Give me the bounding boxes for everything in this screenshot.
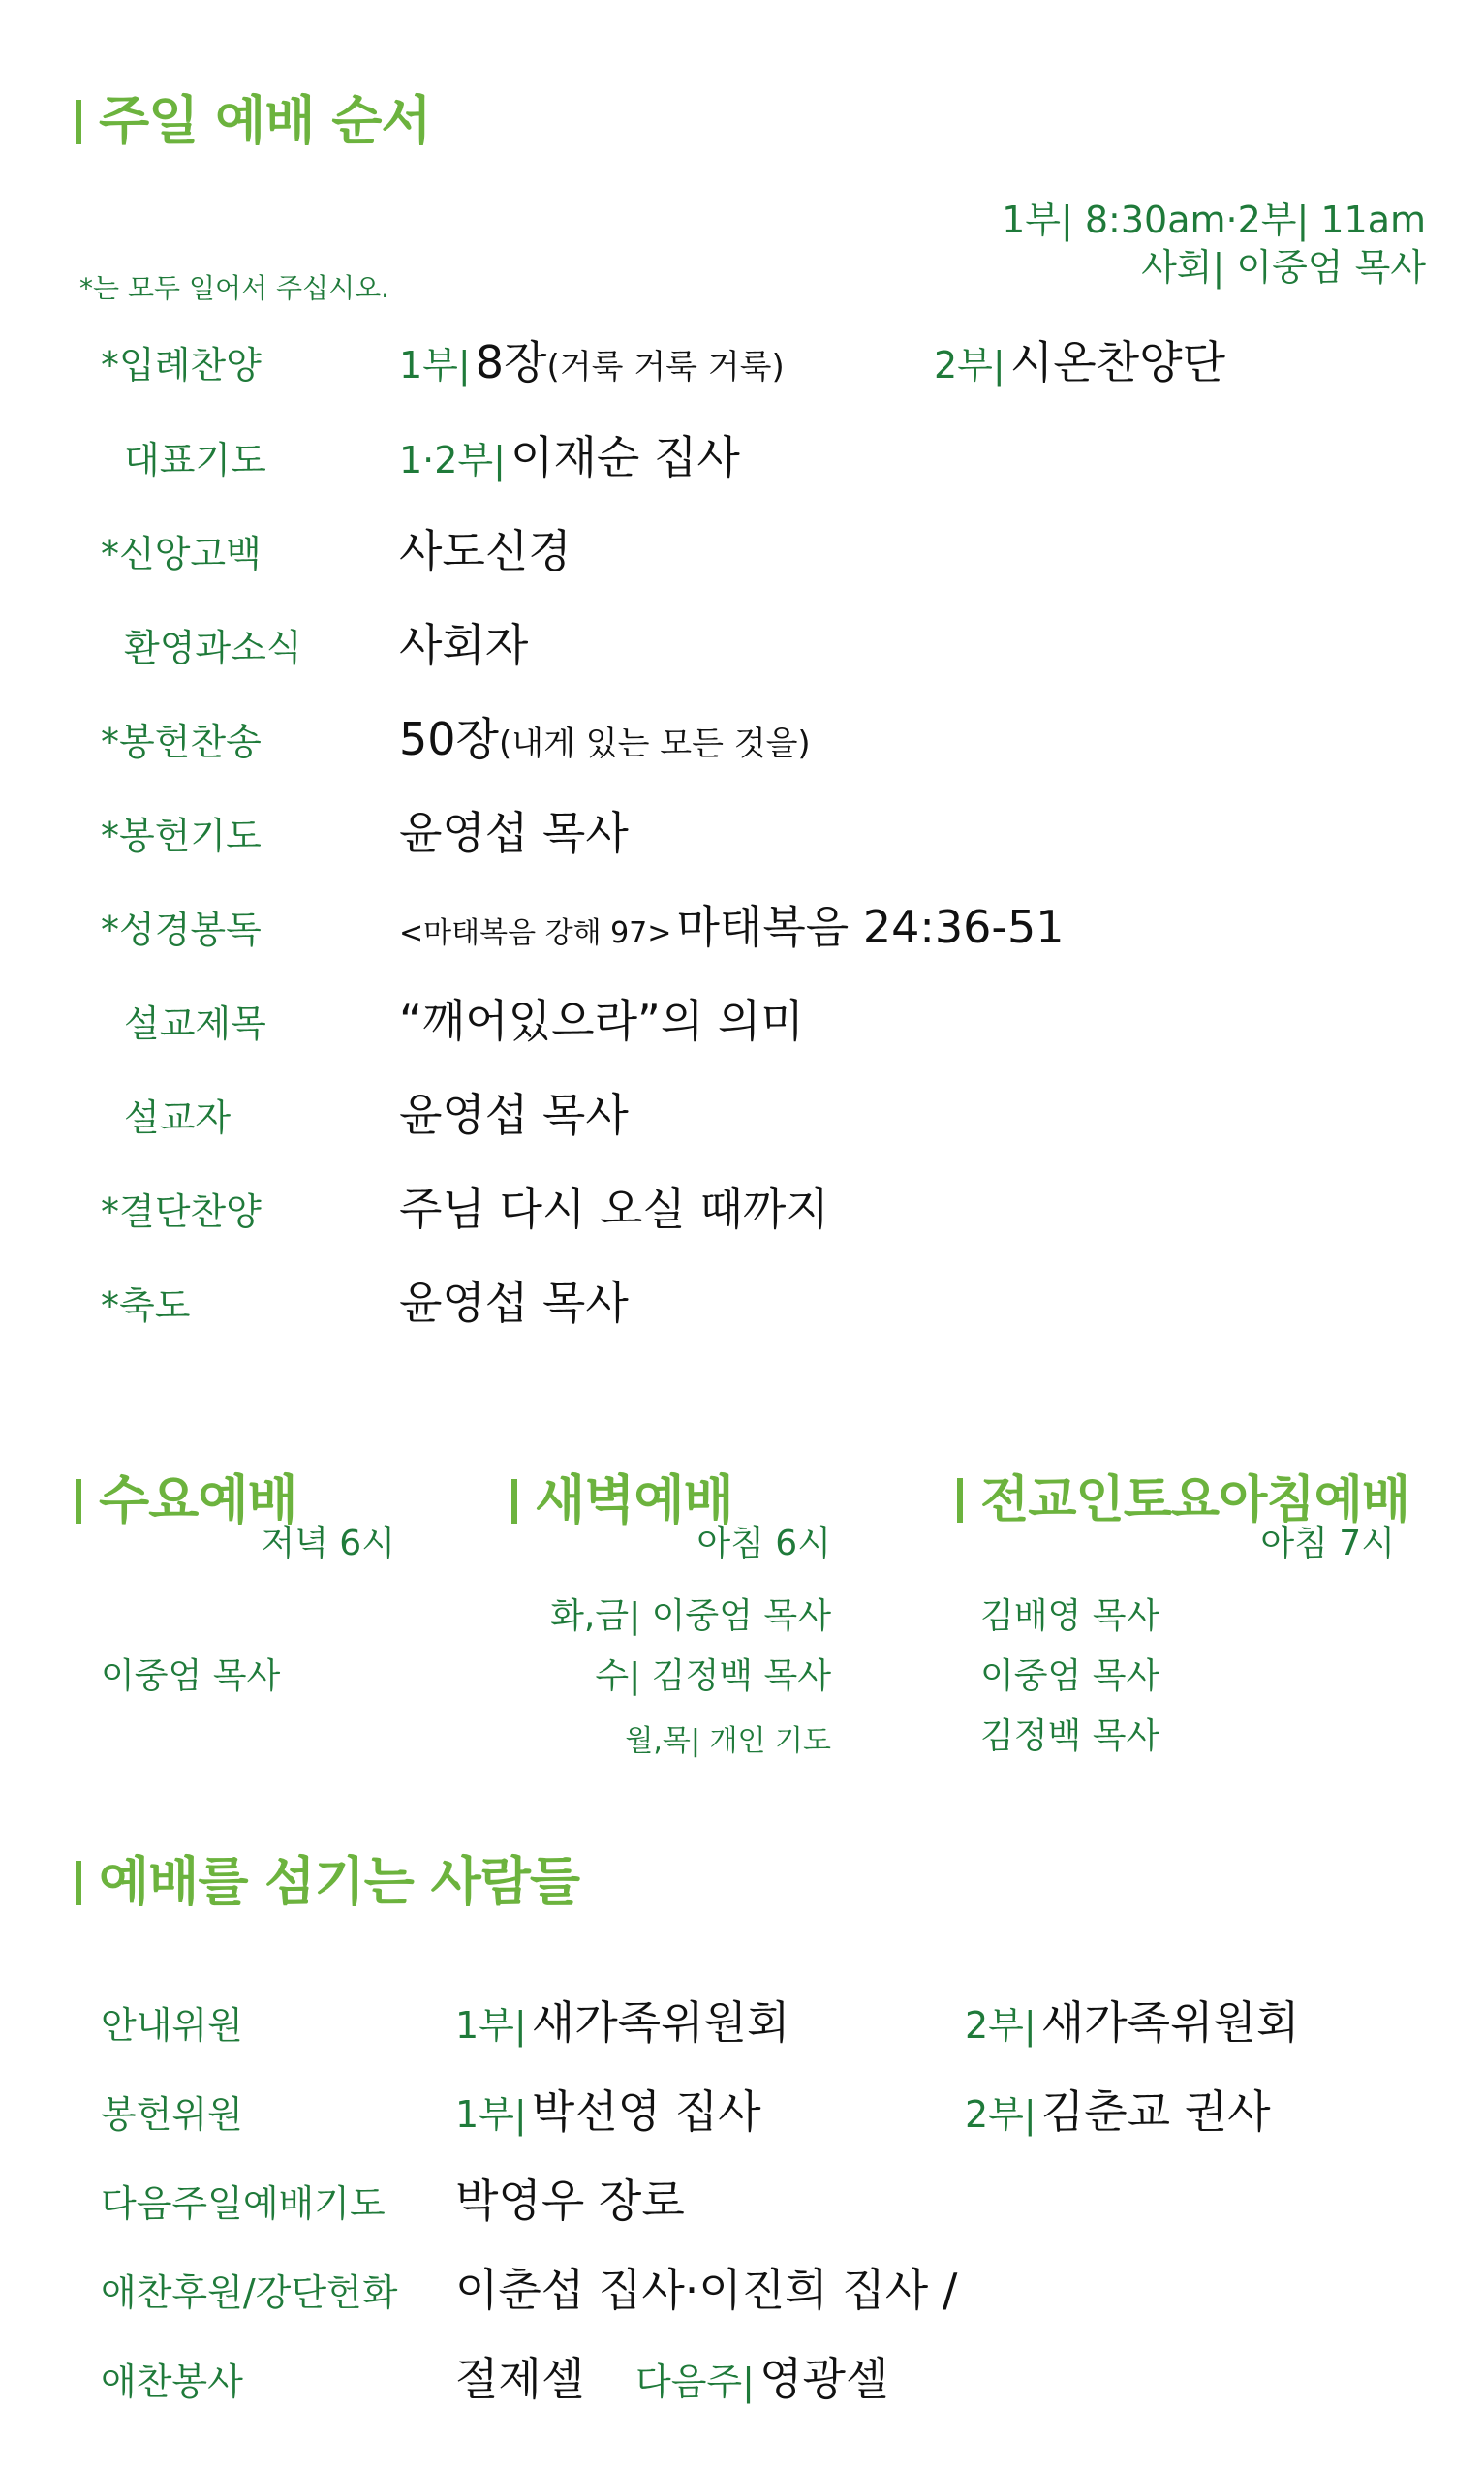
order-value: 50장(내게 있는 모든 것을)	[399, 713, 811, 765]
order-value: 윤영섭 목사	[399, 807, 629, 859]
ministry-line: 김정백 목사	[980, 1716, 1160, 1756]
title-bar-icon	[76, 1861, 81, 1905]
ministry-time: 아침 7시	[1260, 1524, 1395, 1563]
order-value: 윤영섭 목사	[399, 1277, 629, 1329]
order-value: 1·2부| 이재순 집사	[399, 431, 740, 483]
order-value-2: 2부| 시온찬양단	[934, 336, 1225, 388]
order-label: *봉헌찬송	[101, 721, 262, 763]
stand-note: *는 모두 일어서 주십시오.	[79, 272, 390, 304]
dawn-time: 아침 6시	[696, 1524, 831, 1563]
order-label: *성경봉독	[101, 909, 262, 951]
ministry-title: 전교인토요아침예배	[957, 1459, 1409, 1531]
order-label: 환영과소식	[124, 627, 302, 669]
order-title: 주일 예배 순서	[76, 79, 431, 154]
server-label: 애찬후원/강단헌화	[101, 2271, 398, 2314]
order-label: 대표기도	[124, 439, 266, 481]
dawn-line: 화,금| 이중엄 목사	[550, 1596, 831, 1636]
server-label: 안내위원	[101, 2004, 243, 2047]
server-label: 애찬봉사	[101, 2361, 243, 2403]
server-value: 1부| 새가족위원회	[455, 1996, 790, 2049]
order-times: 1부| 8:30am·2부| 11am	[1002, 199, 1426, 241]
server-value-2: 다음주| 영광셀	[635, 2353, 889, 2405]
order-value: 사회자	[399, 619, 529, 671]
server-value: 1부| 박선영 집사	[455, 2085, 761, 2138]
server-value-2: 2부| 새가족위원회	[965, 1996, 1300, 2049]
order-value: 주님 다시 오실 때까지	[399, 1183, 829, 1235]
order-value: 윤영섭 목사	[399, 1089, 629, 1141]
title-bar-icon	[76, 100, 81, 144]
order-label: *입례찬양	[101, 344, 262, 386]
server-value: 박영우 장로	[455, 2175, 685, 2227]
order-label: *결단찬양	[101, 1190, 262, 1233]
dawn-title: 새벽예배	[511, 1459, 733, 1533]
wednesday-leader: 이중엄 목사	[101, 1656, 281, 1696]
order-value: “깨어있으라”의 의미	[399, 995, 804, 1047]
order-label: 설교자	[124, 1096, 232, 1139]
server-value: 이춘섭 집사·이진희 집사 /	[455, 2264, 958, 2316]
server-label: 봉헌위원	[101, 2093, 243, 2136]
order-label: 설교제목	[124, 1003, 266, 1045]
order-label: *축도	[101, 1284, 191, 1327]
ministry-line: 김배영 목사	[980, 1596, 1160, 1636]
order-value: 1부| 8장(거룩 거룩 거룩)	[399, 336, 785, 388]
dawn-line: 월,목| 개인 기도	[625, 1724, 831, 1758]
wednesday-title: 수요예배	[76, 1459, 297, 1533]
order-value: 사도신경	[399, 525, 572, 577]
server-label: 다음주일예배기도	[101, 2182, 386, 2225]
servers-title: 예배를 섬기는 사람들	[76, 1840, 579, 1915]
dawn-line: 수| 김정백 목사	[595, 1656, 831, 1696]
server-value-2: 2부| 김춘교 권사	[965, 2085, 1271, 2138]
order-host: 사회| 이중엄 목사	[1141, 246, 1426, 289]
order-label: *신앙고백	[101, 533, 262, 575]
server-value: 절제셀	[455, 2353, 585, 2405]
wednesday-time: 저녁 6시	[261, 1524, 395, 1563]
order-value: <마태복음 강해 97> 마태복음 24:36-51	[399, 901, 1065, 953]
order-label: *봉헌기도	[101, 815, 262, 857]
ministry-line: 이중엄 목사	[980, 1656, 1160, 1696]
